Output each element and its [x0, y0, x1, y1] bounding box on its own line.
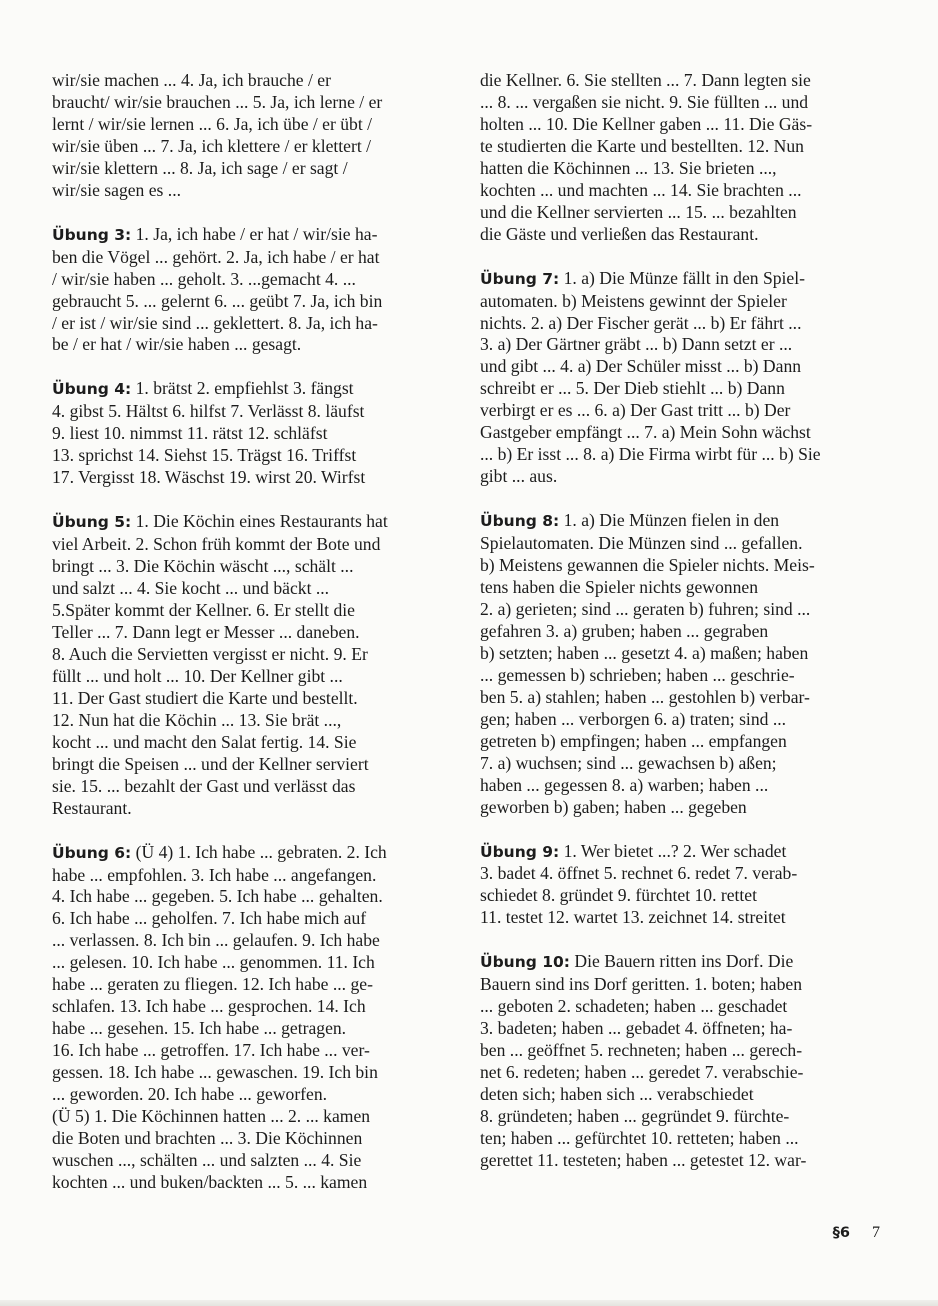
text-line	[52, 732, 464, 754]
line-text: die Kellner. 6. Sie stellten ... 7. Dann legten sie	[480, 70, 811, 90]
page-footer	[833, 1224, 880, 1242]
text-line	[480, 356, 892, 378]
line-text: 2. a) gerieten; sind ... geraten b) fuhren; sind ...	[480, 598, 811, 619]
line-text: 17. Vergisst 18. Wäschst 19. wirst 20. Wirfst	[52, 467, 366, 488]
text-line	[480, 841, 892, 864]
text-line	[52, 334, 464, 356]
exercise-label: Übung 3:	[52, 225, 132, 244]
line-text: gefahren 3. a) gruben; haben ... gegraben	[480, 620, 769, 641]
text-line	[480, 863, 892, 885]
text-line	[480, 202, 892, 224]
line-text: 4. gibst 5. Hältst 6. hilfst 7. Verlässt 8. läufst	[52, 401, 365, 422]
line-text: nichts. 2. a) Der Fischer gerät ... b) Er fährt ...	[480, 312, 802, 333]
text-line	[480, 797, 892, 819]
text-line	[480, 555, 892, 577]
line-text: 1. a) Die Münzen fielen in den	[559, 510, 780, 531]
line-text: / er ist / wir/sie sind ... geklettert. 8. Ja, ich ha-	[52, 312, 378, 333]
right-column	[480, 70, 892, 1172]
text-line	[480, 444, 892, 466]
line-text: braucht/ wir/sie brauchen ... 5. Ja, ich lerne / er	[52, 91, 383, 112]
text-line	[52, 578, 464, 600]
line-text: 8. Auch die Servietten vergisst er nicht. 9. Er	[52, 643, 368, 664]
left-column	[52, 70, 464, 1194]
line-text: 6. Ich habe ... geholfen. 7. Ich habe mich auf	[52, 908, 367, 929]
line-text: kocht ... und macht den Salat fertig. 14. Sie	[52, 731, 357, 752]
line-text: füllt ... und holt ... 10. Der Kellner gibt ...	[52, 665, 343, 686]
line-text: 5.Später kommt der Kellner. 6. Er stellt die	[52, 600, 355, 621]
line-text: gerettet 11. testeten; haben ... getestet 12. war-	[480, 1149, 807, 1170]
text-line	[480, 1040, 892, 1062]
line-text: automaten. b) Meistens gewinnt der Spieler	[480, 290, 787, 311]
text-line	[480, 334, 892, 356]
exercise-label: Übung 8:	[480, 512, 560, 531]
text-line	[52, 1062, 464, 1084]
text-line	[52, 224, 464, 247]
text-line	[480, 753, 892, 775]
line-text: net 6. redeten; haben ... geredet 7. verabschie-	[480, 1062, 804, 1083]
line-text: und gibt ... 4. a) Der Schüler misst ... b) Dann	[480, 356, 802, 377]
line-text: ... verlassen. 8. Ich bin ... gelaufen. 9. Ich habe	[52, 930, 380, 951]
text-line	[480, 687, 892, 709]
text-line	[480, 599, 892, 621]
line-text: ... geboten 2. schadeten; haben ... geschadet	[480, 996, 788, 1017]
paragraph-gap	[52, 820, 464, 842]
text-line	[52, 158, 464, 180]
text-line	[52, 423, 464, 445]
line-text: und salzt ... 4. Sie kocht ... und bäckt ...	[52, 578, 330, 599]
text-line	[52, 269, 464, 291]
text-line	[480, 1106, 892, 1128]
text-line	[480, 180, 892, 202]
exercise-label: Übung 6:	[52, 843, 132, 862]
text-line	[480, 643, 892, 665]
text-line	[52, 1128, 464, 1150]
section-marker: §6	[832, 1225, 850, 1241]
line-text: be / er hat / wir/sie haben ... gesagt.	[52, 334, 302, 355]
line-text: 16. Ich habe ... getroffen. 17. Ich habe ... ver-	[52, 1040, 370, 1061]
line-text: verbirgt er es ... 6. a) Der Gast tritt ... b) Der	[480, 400, 791, 421]
text-line	[52, 996, 464, 1018]
text-line	[52, 556, 464, 578]
text-line	[52, 644, 464, 666]
paragraph-gap	[480, 488, 892, 510]
text-line	[480, 224, 892, 246]
line-text: ... b) Er isst ... 8. a) Die Firma wirbt für ... b) Sie	[480, 444, 821, 465]
text-line	[480, 974, 892, 996]
text-line	[52, 114, 464, 136]
exercise-label: Übung 5:	[52, 513, 132, 532]
text-line	[52, 92, 464, 114]
text-line	[52, 1172, 464, 1194]
line-text: ... 8. ... vergaßen sie nicht. 9. Sie füllten ... und	[480, 91, 809, 112]
line-text: viel Arbeit. 2. Schon früh kommt der Bote und	[52, 534, 381, 555]
scan-edge	[0, 1300, 938, 1306]
line-text: 1. brätst 2. empfiehlst 3. fängst	[131, 378, 354, 399]
text-line	[480, 70, 892, 92]
text-line	[52, 313, 464, 335]
text-line	[52, 136, 464, 158]
line-text: wir/sie klettern ... 8. Ja, ich sage / er sagt /	[52, 157, 348, 178]
paragraph-gap	[52, 489, 464, 511]
line-text: habe ... empfohlen. 3. Ich habe ... angefangen.	[52, 864, 377, 885]
text-line	[480, 665, 892, 687]
line-text: ... gelesen. 10. Ich habe ... genommen. 11. Ich	[52, 952, 375, 973]
text-line	[480, 92, 892, 114]
text-line	[480, 533, 892, 555]
text-line	[52, 842, 464, 865]
text-line	[52, 1150, 464, 1172]
text-line	[52, 511, 464, 534]
text-line	[52, 378, 464, 401]
paragraph-gap	[480, 819, 892, 841]
text-line	[52, 776, 464, 798]
text-line	[52, 754, 464, 776]
text-line	[52, 534, 464, 556]
line-text: sie. 15. ... bezahlt der Gast und verlässt das	[52, 775, 356, 796]
text-line	[480, 1084, 892, 1106]
line-text: ... geworden. 20. Ich habe ... geworfen.	[52, 1084, 328, 1105]
line-text: 11. testet 12. wartet 13. zeichnet 14. streitet	[480, 907, 786, 928]
text-line	[52, 974, 464, 996]
text-line	[52, 1018, 464, 1040]
line-text: Bauern sind ins Dorf geritten. 1. boten; haben	[480, 974, 802, 995]
line-text: getreten b) empfingen; haben ... empfangen	[480, 730, 787, 751]
text-line	[480, 268, 892, 291]
line-text: und die Kellner servierten ... 15. ... bezahlten	[480, 201, 797, 222]
text-line	[480, 114, 892, 136]
line-text: wir/sie üben ... 7. Ja, ich klettere / er klettert /	[52, 135, 372, 156]
text-line	[480, 885, 892, 907]
line-text: Gastgeber empfängt ... 7. a) Mein Sohn wächst	[480, 422, 811, 443]
text-line	[480, 378, 892, 400]
text-line	[480, 466, 892, 488]
line-text: Die Bauern ritten ins Dorf. Die	[570, 951, 794, 972]
line-text: 3. badeten; haben ... gebadet 4. öffneten; ha-	[480, 1018, 793, 1039]
text-line	[480, 1062, 892, 1084]
text-line	[52, 445, 464, 467]
text-line	[480, 775, 892, 797]
text-line	[52, 798, 464, 820]
line-text: ben 5. a) stahlen; haben ... gestohlen b) verbar-	[480, 686, 810, 707]
line-text: die Gäste und verließen das Restaurant.	[480, 223, 759, 244]
text-line	[480, 907, 892, 929]
text-line	[52, 467, 464, 489]
text-line	[480, 621, 892, 643]
line-text: bringt ... 3. Die Köchin wäscht ..., schält ...	[52, 556, 354, 577]
text-line	[52, 70, 464, 92]
text-line	[52, 886, 464, 908]
exercise-label: Übung 7:	[480, 269, 560, 288]
text-line	[480, 996, 892, 1018]
line-text: habe ... gesehen. 15. Ich habe ... getragen.	[52, 1018, 347, 1039]
line-text: 4. Ich habe ... gegeben. 5. Ich habe ... gehalten.	[52, 886, 383, 907]
text-line	[480, 313, 892, 335]
text-line	[480, 510, 892, 533]
line-text: Teller ... 7. Dann legt er Messer ... daneben.	[52, 621, 360, 642]
line-text: kochten ... und buken/backten ... 5. ... kamen	[52, 1171, 368, 1192]
line-text: 13. sprichst 14. Siehst 15. Trägst 16. Triffst	[52, 445, 357, 466]
text-line	[480, 951, 892, 974]
text-line	[52, 710, 464, 732]
line-text: 12. Nun hat die Köchin ... 13. Sie brät ...,	[52, 709, 342, 730]
exercise-label: Übung 4:	[52, 380, 132, 399]
line-text: te studierten die Karte und bestellten. 12. Nun	[480, 135, 804, 156]
text-line	[480, 291, 892, 313]
line-text: lernt / wir/sie lernen ... 6. Ja, ich übe / er übt /	[52, 113, 373, 134]
text-line	[52, 401, 464, 423]
line-text: / wir/sie haben ... geholt. 3. ...gemacht 4. ...	[52, 268, 356, 289]
text-line	[480, 400, 892, 422]
text-line	[480, 158, 892, 180]
exercise-label: Übung 10:	[480, 953, 571, 972]
text-line	[52, 600, 464, 622]
line-text: 1. Ja, ich habe / er hat / wir/sie ha-	[131, 223, 378, 244]
line-text: wir/sie sagen es ...	[52, 179, 181, 200]
line-text: hatten die Köchinnen ... 13. Sie brieten ...,	[480, 157, 777, 178]
text-line	[52, 1106, 464, 1128]
line-text: gibt ... aus.	[480, 466, 558, 487]
line-text: 1. a) Die Münze fällt in den Spiel-	[559, 267, 805, 288]
text-line	[480, 1018, 892, 1040]
line-text: holten ... 10. Die Kellner gaben ... 11. Die Gäs-	[480, 113, 813, 134]
line-text: 3. a) Der Gärtner gräbt ... b) Dann setzt er ...	[480, 334, 793, 355]
text-line	[480, 709, 892, 731]
text-line	[52, 247, 464, 269]
text-line	[52, 865, 464, 887]
line-text: geworben b) gaben; haben ... gegeben	[480, 796, 747, 817]
line-text: die Boten und brachten ... 3. Die Köchinnen	[52, 1127, 363, 1148]
line-text: 3. badet 4. öffnet 5. rechnet 6. redet 7. verab-	[480, 863, 798, 884]
paragraph-gap	[480, 929, 892, 951]
text-line	[52, 688, 464, 710]
line-text: wir/sie machen ... 4. Ja, ich brauche / er	[52, 70, 331, 90]
line-text: 9. liest 10. nimmst 11. rätst 12. schläfst	[52, 423, 328, 444]
line-text: schlafen. 13. Ich habe ... gesprochen. 14. Ich	[52, 996, 366, 1017]
line-text: gessen. 18. Ich habe ... gewaschen. 19. Ich bin	[52, 1062, 378, 1083]
text-line	[52, 666, 464, 688]
page-number: 7	[872, 1224, 880, 1241]
line-text: ben die Vögel ... gehört. 2. Ja, ich habe / er hat	[52, 246, 380, 267]
line-text: gen; haben ... verborgen 6. a) traten; sind ...	[480, 708, 787, 729]
line-text: 1. Die Köchin eines Restaurants hat	[131, 511, 388, 532]
line-text: bringt die Speisen ... und der Kellner serviert	[52, 753, 369, 774]
line-text: 1. Wer bietet ...? 2. Wer schadet	[559, 840, 787, 861]
text-line	[52, 180, 464, 202]
line-text: schiedet 8. gründet 9. fürchtet 10. rettet	[480, 885, 758, 906]
line-text: 7. a) wuchsen; sind ... gewachsen b) aßen;	[480, 752, 777, 773]
text-line	[52, 908, 464, 930]
line-text: ... gemessen b) schrieben; haben ... geschrie-	[480, 664, 795, 685]
line-text: ben ... geöffnet 5. rechneten; haben ... gerech-	[480, 1040, 803, 1061]
line-text: ten; haben ... gefürchtet 10. retteten; haben ...	[480, 1127, 799, 1148]
text-line	[52, 1040, 464, 1062]
paragraph-gap	[480, 246, 892, 268]
line-text: kochten ... und machten ... 14. Sie brachten ...	[480, 179, 802, 200]
paragraph-gap	[52, 356, 464, 378]
line-text: (Ü 4) 1. Ich habe ... gebraten. 2. Ich	[131, 841, 387, 862]
line-text: Spielautomaten. Die Münzen sind ... gefallen.	[480, 533, 803, 554]
text-line	[52, 291, 464, 313]
line-text: schreibt er ... 5. Der Dieb stiehlt ... b) Dann	[480, 378, 785, 399]
paragraph-gap	[52, 202, 464, 224]
line-text: b) Meistens gewannen die Spieler nichts. Meis-	[480, 555, 815, 576]
line-text: gebraucht 5. ... gelernt 6. ... geübt 7. Ja, ich bin	[52, 290, 383, 311]
line-text: 11. Der Gast studiert die Karte und bestellt.	[52, 687, 358, 708]
line-text: (Ü 5) 1. Die Köchinnen hatten ... 2. ... kamen	[52, 1105, 371, 1126]
line-text: haben ... gegessen 8. a) warben; haben ...	[480, 774, 769, 795]
line-text: tens haben die Spieler nichts gewonnen	[480, 577, 759, 598]
text-line	[52, 1084, 464, 1106]
text-line	[480, 422, 892, 444]
line-text: Restaurant.	[52, 797, 132, 818]
text-line	[480, 136, 892, 158]
text-line	[480, 577, 892, 599]
line-text: deten sich; haben sich ... verabschiedet	[480, 1084, 754, 1105]
line-text: b) setzten; haben ... gesetzt 4. a) maßen; haben	[480, 642, 809, 663]
text-line	[480, 1150, 892, 1172]
text-line	[52, 952, 464, 974]
line-text: wuschen ..., schälten ... und salzten ... 4. Sie	[52, 1149, 362, 1170]
text-line	[480, 731, 892, 753]
line-text: 8. gründeten; haben ... gegründet 9. fürchte-	[480, 1105, 790, 1126]
text-line	[480, 1128, 892, 1150]
line-text: habe ... geraten zu fliegen. 12. Ich habe ... ge-	[52, 974, 373, 995]
text-line	[52, 930, 464, 952]
exercise-label: Übung 9:	[480, 842, 560, 861]
text-line	[52, 622, 464, 644]
